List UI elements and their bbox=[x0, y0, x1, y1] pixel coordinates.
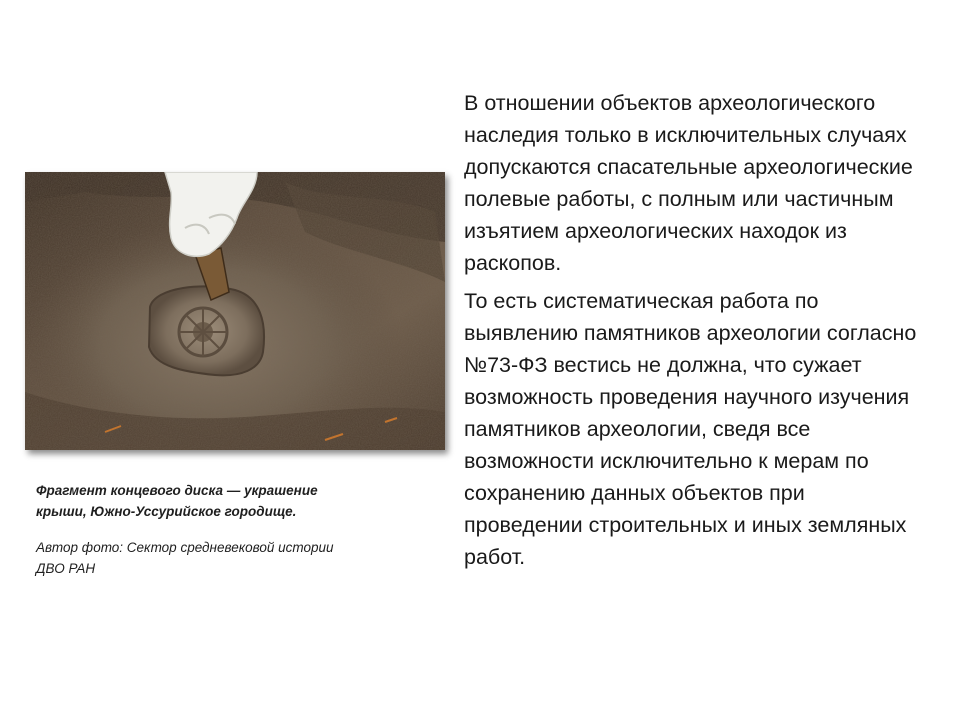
body-paragraph-2: То есть систематическая работа по выявлению памятников археологии согласно №73-ФЗ вестись не должна, что сужает возможность проведения научного изучения памятников археологии, сведя все возможности исключительно к мерам по сохранению данных объектов при проведении строительных и иных земляных работ. bbox=[464, 289, 917, 569]
photo-caption bbox=[36, 480, 336, 579]
body-paragraph-1: В отношении объектов археологического наследия только в исключительных случаях допускаются спасательные археологические полевые работы, с полным или частичным изъятием археологических находок из раскопов. bbox=[464, 91, 913, 275]
caption-credit: Автор фото: Сектор средневековой истории ДВО РАН bbox=[36, 540, 334, 576]
excavation-photo-image bbox=[25, 172, 445, 450]
excavation-photo bbox=[25, 172, 445, 450]
body-text bbox=[464, 87, 924, 579]
caption-title: Фрагмент концевого диска — украшение крыши, Южно-Уссурийское городище. bbox=[36, 483, 318, 519]
